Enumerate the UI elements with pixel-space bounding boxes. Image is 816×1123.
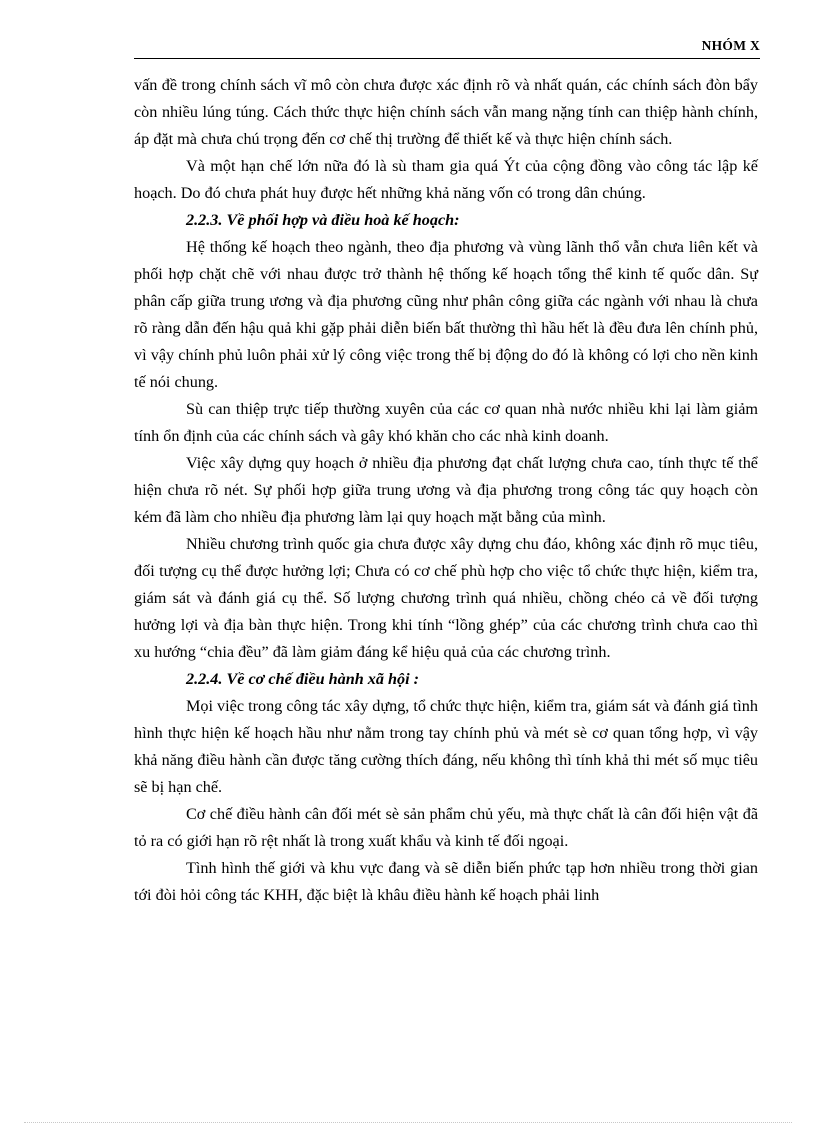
paragraph: vấn đề trong chính sách vĩ mô còn chưa được xác định rõ và nhất quán, các chính sách đòn bẩy còn nhiều lúng túng. Cách thức thực hiện chính sách vẫn mang nặng tính can thiệp hành chính, áp đặt mà chưa chú trọng đến cơ chế thị trường để thiết kế và thực hiện chính sách.	[134, 76, 758, 148]
paragraph: Tình hình thế giới và khu vực đang và sẽ diễn biến phức tạp hơn nhiều trong thời gian tới đòi hỏi công tác KHH, đặc biệt là khâu điều hành kế hoạch phải linh	[134, 859, 758, 904]
paragraph: Nhiều chương trình quốc gia chưa được xây dựng chu đáo, không xác định rõ mục tiêu, đối tượng cụ thể được hưởng lợi; Chưa có cơ chế phù hợp cho việc tổ chức thực hiện, kiểm tra, giám sát và đánh giá cụ thể. Số lượng chương trình quá nhiều, chồng chéo cả về đối tượng hưởng lợi và địa bàn thực hiện. Trong khi tính “lồng ghép” của các chương trình chưa cao thì xu hướng “chia đều” đã làm giảm đáng kể hiệu quả của các chương trình.	[134, 535, 758, 661]
page-header	[134, 38, 760, 59]
section-heading-2-2-4: 2.2.4. Về cơ chế điều hành xã hội :	[186, 670, 420, 688]
paragraph: Việc xây dựng quy hoạch ở nhiều địa phương đạt chất lượng chưa cao, tính thực tế thể hiện chưa rõ nét. Sự phối hợp giữa trung ương và địa phương trong công tác quy hoạch còn kém đã làm cho nhiều địa phương làm lại quy hoạch mặt bằng của mình.	[134, 454, 758, 526]
paragraph: Mọi việc trong công tác xây dựng, tổ chức thực hiện, kiểm tra, giám sát và đánh giá tình hình thực hiện kế hoạch hầu như nằm trong tay chính phủ và mét sè cơ quan tổng hợp, vì vậy khả năng điều hành cần được tăng cường thích đáng, nếu không thì tính khả thi mét số mục tiêu sẽ bị hạn chế.	[134, 697, 758, 796]
group-label: NHÓM X	[701, 38, 760, 53]
section-heading-2-2-3: 2.2.3. Về phối hợp và điều hoà kế hoạch:	[186, 211, 460, 229]
paragraph: Và một hạn chế lớn nữa đó là sù tham gia quá Ýt của cộng đồng vào công tác lập kế hoạch. Do đó chưa phát huy được hết những khả năng vốn có trong dân chúng.	[134, 157, 758, 202]
paragraph: Hệ thống kế hoạch theo ngành, theo địa phương và vùng lãnh thổ vẫn chưa liên kết và phối hợp chặt chẽ với nhau được trở thành hệ thống kế hoạch tổng thể kinh tế quốc dân. Sự phân cấp giữa trung ương và địa phương cũng như phân công giữa các ngành với nhau là chưa rõ ràng dẫn đến hậu quả khi gặp phải diễn biến bất thường thì hầu hết là đều đưa lên chính phủ, vì vậy chính phủ luôn phải xử lý công việc trong thế bị động do đó là không có lợi cho nền kinh tế nói chung.	[134, 238, 758, 391]
paragraph: Cơ chế điều hành cân đối mét sè sản phẩm chủ yếu, mà thực chất là cân đối hiện vật đã tỏ ra có giới hạn rõ rệt nhất là trong xuất khẩu và kinh tế đối ngoại.	[134, 805, 758, 850]
paragraph: Sù can thiệp trực tiếp thường xuyên của các cơ quan nhà nước nhiều khi lại làm giảm tính ổn định của các chính sách và gây khó khăn cho các nhà kinh doanh.	[134, 400, 758, 445]
document-body	[134, 72, 758, 909]
